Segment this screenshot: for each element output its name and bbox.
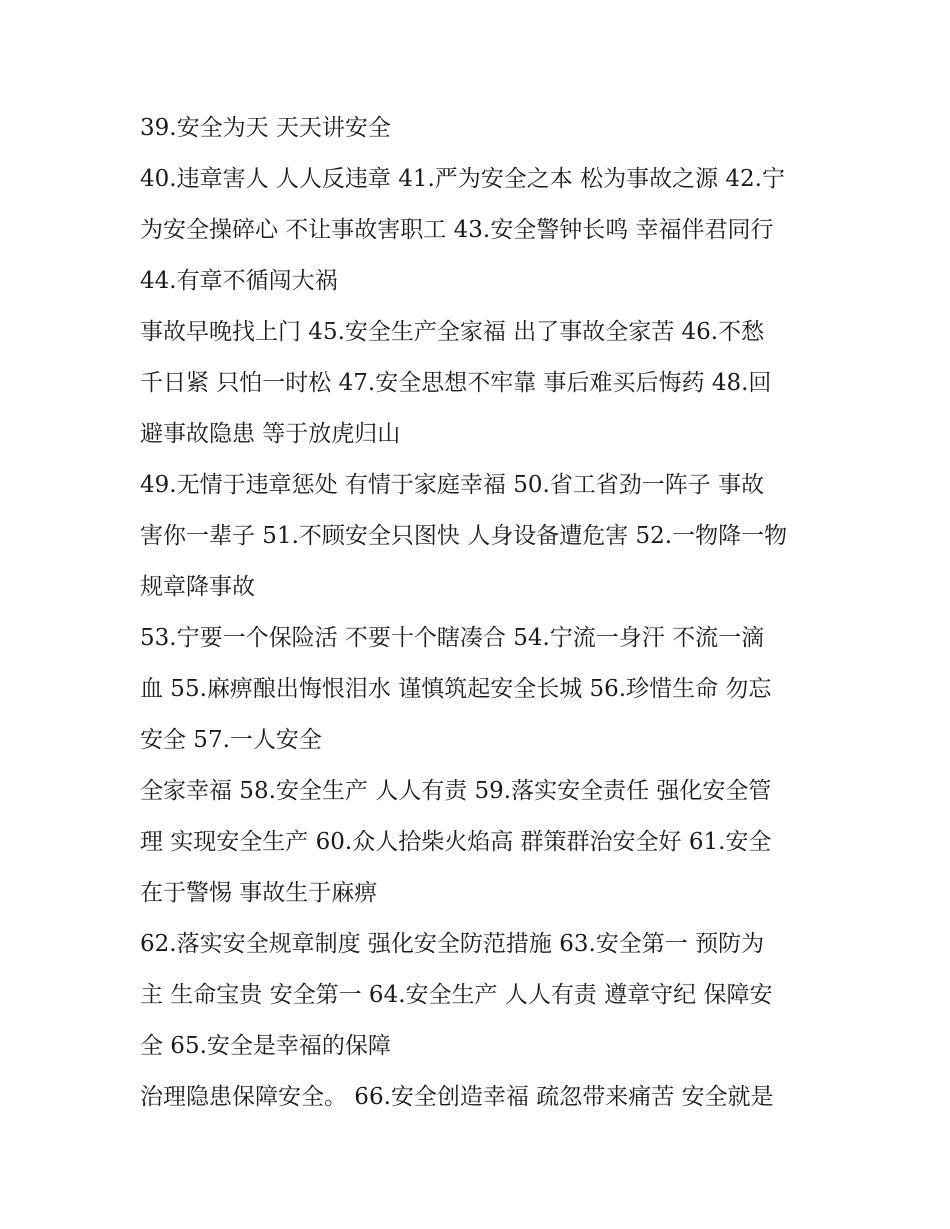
text-line: 39.安全为天 天天讲安全 — [140, 115, 391, 141]
document-body — [140, 103, 820, 1123]
text-line: 主 生命宝贵 安全第一 64.安全生产 人人有责 遵章守纪 保障安 — [140, 982, 773, 1008]
text-line: 全家幸福 58.安全生产 人人有责 59.落实安全责任 强化安全管 — [140, 778, 772, 804]
text-line: 62.落实安全规章制度 强化安全防范措施 63.安全第一 预防为 — [140, 931, 765, 957]
text-line: 40.违章害人 人人反违章 41.严为安全之本 松为事故之源 42.宁 — [140, 166, 785, 192]
text-line: 在于警惕 事故生于麻痹 — [140, 880, 378, 906]
text-line: 治理隐患保障安全。 66.安全创造幸福 疏忽带来痛苦 安全就是 — [140, 1084, 774, 1110]
text-line: 全 65.安全是幸福的保障 — [140, 1033, 391, 1059]
text-line: 千日紧 只怕一时松 47.安全思想不牢靠 事后难买后悔药 48.回 — [140, 370, 772, 396]
text-line: 53.宁要一个保险活 不要十个瞎凑合 54.宁流一身汗 不流一滴 — [140, 625, 765, 651]
text-line: 44.有章不循闯大祸 — [140, 268, 338, 294]
text-line: 理 实现安全生产 60.众人拾柴火焰高 群策群治安全好 61.安全 — [140, 829, 772, 855]
text-line: 为安全操碎心 不让事故害职工 43.安全警钟长鸣 幸福伴君同行 — [140, 217, 774, 243]
text-line: 害你一辈子 51.不顾安全只图快 人身设备遭危害 52.一物降一物 — [140, 523, 788, 549]
text-line: 血 55.麻痹酿出悔恨泪水 谨慎筑起安全长城 56.珍惜生命 勿忘 — [140, 676, 772, 702]
text-line: 安全 57.一人安全 — [140, 727, 322, 753]
text-line: 49.无情于违章惩处 有情于家庭幸福 50.省工省劲一阵子 事故 — [140, 472, 765, 498]
text-line: 事故早晚找上门 45.安全生产全家福 出了事故全家苦 46.不愁 — [140, 319, 765, 345]
text-line: 规章降事故 — [140, 574, 255, 600]
text-line: 避事故隐患 等于放虎归山 — [140, 421, 401, 447]
